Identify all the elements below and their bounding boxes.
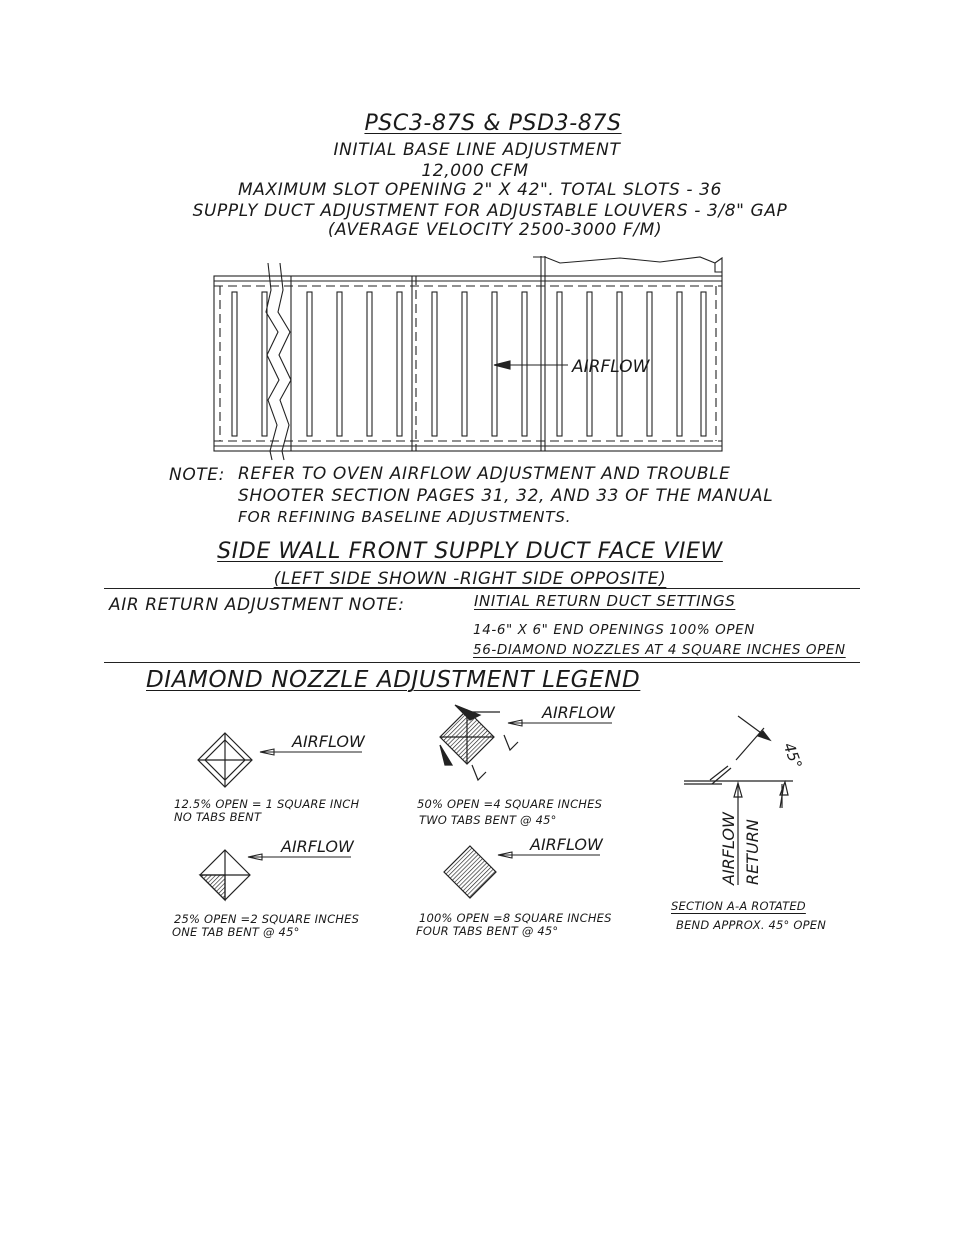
section-note: BEND APPROX. 45° OPEN <box>676 918 827 932</box>
legend-1-line-1: 12.5% OPEN = 1 SQUARE INCH <box>174 797 360 811</box>
air-return-label: AIR RETURN ADJUSTMENT NOTE: <box>109 595 405 615</box>
airflow-label-1: AIRFLOW <box>292 732 365 751</box>
note-line-1: REFER TO OVEN AIRFLOW ADJUSTMENT AND TROUBLE <box>238 464 731 484</box>
legend-2-line-2: TWO TABS BENT @ 45° <box>419 813 557 827</box>
return-setting-2: 56-DIAMOND NOZZLES AT 4 SQUARE INCHES OPEN <box>473 642 846 658</box>
legend-title: DIAMOND NOZZLE ADJUSTMENT LEGEND <box>146 667 641 693</box>
airflow-label-4: AIRFLOW <box>530 835 603 854</box>
legend-3-line-2: ONE TAB BENT @ 45° <box>172 925 300 939</box>
note-line-2: SHOOTER SECTION PAGES 31, 32, AND 33 OF THE MANUAL <box>238 486 774 506</box>
side-view-subtitle: (LEFT SIDE SHOWN -RIGHT SIDE OPPOSITE) <box>273 569 667 589</box>
duct-airflow-label: AIRFLOW <box>572 357 650 377</box>
nozzle-25-icon <box>200 850 250 900</box>
section-airflow-label: AIRFLOW <box>719 812 738 885</box>
section-return-label: RETURN <box>743 819 762 885</box>
section-a-a-drawing <box>684 716 793 885</box>
legend-1-line-2: NO TABS BENT <box>174 810 262 824</box>
nozzle-100-icon <box>444 846 496 898</box>
legend-4-line-2: FOUR TABS BENT @ 45° <box>416 924 559 938</box>
return-settings-title: INITIAL RETURN DUCT SETTINGS <box>474 592 736 610</box>
note-label: NOTE: <box>169 465 225 485</box>
legend-4-line-1: 100% OPEN =8 SQUARE INCHES <box>419 911 612 925</box>
section-caption: SECTION A-A ROTATED <box>671 899 806 913</box>
note-line-3: FOR REFINING BASELINE ADJUSTMENTS. <box>238 508 572 526</box>
header-line-5: (AVERAGE VELOCITY 2500-3000 F/M) <box>327 220 663 240</box>
model-title: PSC3-87S & PSD3-87S <box>364 111 622 136</box>
section-angle-label: 45° <box>779 740 806 772</box>
legend-3-line-1: 25% OPEN =2 SQUARE INCHES <box>174 912 360 926</box>
legend-2-line-1: 50% OPEN =4 SQUARE INCHES <box>417 797 603 811</box>
header-line-2: 12,000 CFM <box>421 161 529 181</box>
nozzle-12-5-icon <box>198 733 252 787</box>
nozzle-50-icon <box>440 705 518 780</box>
header-line-1: INITIAL BASE LINE ADJUSTMENT <box>333 140 621 160</box>
return-setting-1: 14-6" X 6" END OPENINGS 100% OPEN <box>473 622 755 638</box>
airflow-label-2: AIRFLOW <box>542 703 615 722</box>
side-view-title: SIDE WALL FRONT SUPPLY DUCT FACE VIEW <box>217 539 723 564</box>
airflow-label-3: AIRFLOW <box>281 837 354 856</box>
header-line-4: SUPPLY DUCT ADJUSTMENT FOR ADJUSTABLE LOUVERS - 3/8" GAP <box>192 201 788 221</box>
header-line-3: MAXIMUM SLOT OPENING 2" X 42". TOTAL SLOTS - 36 <box>238 180 722 200</box>
